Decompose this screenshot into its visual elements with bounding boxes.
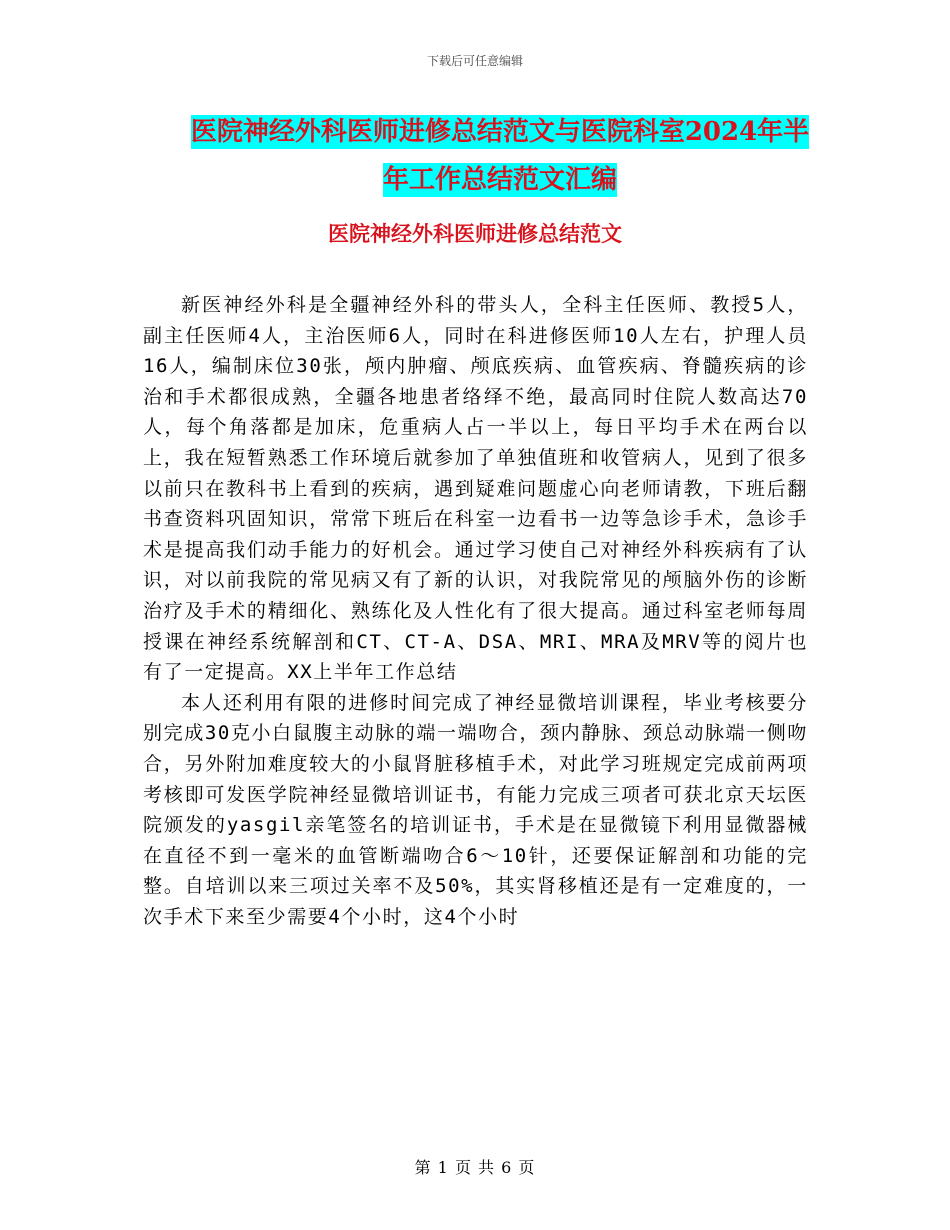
paragraph-2: 本人还利用有限的进修时间完成了神经显微培训课程，毕业考核要分别完成30克小白鼠腹主动脉的端一端吻合，颈内静脉、颈总动脉端一侧吻合，另外附加难度较大的小鼠肾脏移植手术，对此学习班规定完成前两项考核即可发医学院神经显微培训证书，有能力完成三项者可获北京天坛医院颁发的yasgil亲笔签名的培训证书，手术是在显微镜下利用显微器械在直径不到一毫米的血管断端吻合6～10针，还要保证解剖和功能的完整。自培训以来三项过关率不及50%，其实肾移植还是有一定难度的，一次手术下来至少需要4个小时，这4个小时 xyxy=(143,691,808,928)
title-line-1: 医院神经外科医师进修总结范文与医院科室2024年半 xyxy=(190,117,810,147)
header-note: 下载后可任意编辑 xyxy=(426,54,523,68)
title-line-2: 年工作总结范文汇编 xyxy=(382,165,617,195)
body-text xyxy=(143,290,808,932)
page-footer: 第 1 页 共 6 页 xyxy=(414,1158,536,1177)
paragraph-1: 新医神经外科是全疆神经外科的带头人，全科主任医师、教授5人，副主任医师4人，主治医师6人，同时在科进修医师10人左右，护理人员16人，编制床位30张，颅内肿瘤、颅底疾病、血管疾病、脊髓疾病的诊治和手术都很成熟，全疆各地患者络绎不绝，最高同时住院人数高达70人，每个角落都是加床，危重病人占一半以上，每日平均手术在两台以上，我在短暂熟悉工作环境后就参加了单独值班和收管病人，见到了很多以前只在教科书上看到的疾病，遇到疑难问题虚心向老师请教，下班后翻书查资料巩固知识，常常下班后在科室一边看书一边等急诊手术，急诊手术是提高我们动手能力的好机会。通过学习使自己对神经外科疾病有了认识，对以前我院的常见病又有了新的认识，对我院常见的颅脑外伤的诊断治疗及手术的精细化、熟练化及人性化有了很大提高。通过科室老师每周授课在神经系统解剖和CT、CT-A、DSA、MRI、MRA及MRV等的阅片也有了一定提高。XX上半年工作总结 xyxy=(143,294,808,684)
document-title xyxy=(140,108,860,204)
section-heading: 医院神经外科医师进修总结范文 xyxy=(328,221,622,246)
